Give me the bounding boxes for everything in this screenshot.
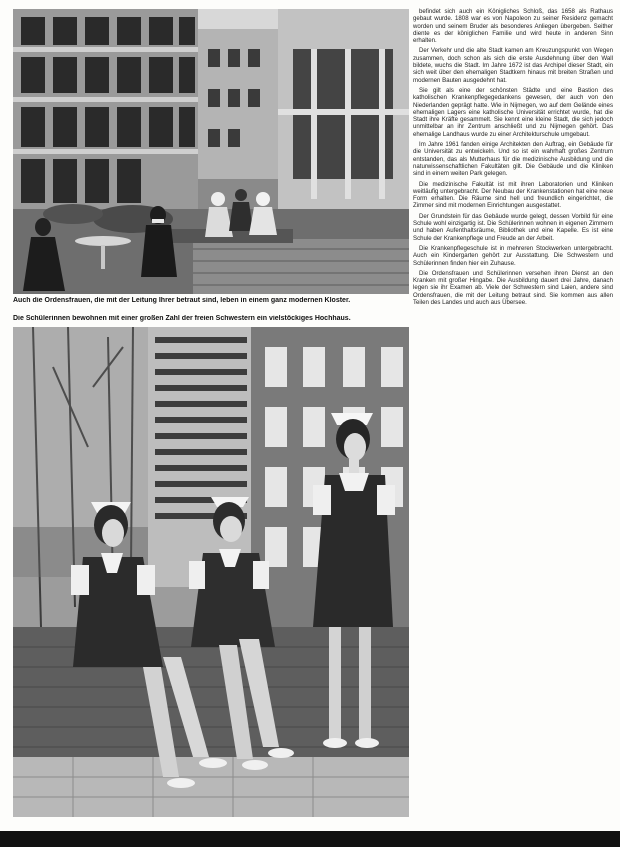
- article-paragraph: Sie gilt als eine der schönsten Städte und eine Bastion des katholischen Krankenpflegegedankens gewesen, der auch von den Niederlanden geprägt hatte. Wie in Nijmegen, wo auf dem Gelände eines ehemaligen Lagers eine katholische Universität errichtet wurde, hat die Stadt ihre Kräfte gesammelt. Sie kennt eine kleine Stadt, die sich jedoch unmittelbar an ihr Zentrum anschließt und zu Nijmegen gehört. Das ehemalige Landhaus wurde zu einer Architekturschule umgebaut.: [413, 86, 613, 138]
- top-photo-caption: Auch die Ordensfrauen, die mit der Leitung Ihrer betraut sind, leben in einem ganz modernen Kloster.: [13, 297, 351, 304]
- article-paragraph: Im Jahre 1961 fanden einige Architekten den Auftrag, ein Gebäude für die Universität zu entwickeln. Und so ist ein wahrhaft großes Zentrum entstanden, das als Mutterhaus für die medizinische Ausbildung und die naturwissenschaftlichen Fakultäten gilt. Die Gebäude und die Kliniken sind in einem weiten Park gelegen.: [413, 141, 613, 178]
- nurses-photo-image: [13, 327, 409, 817]
- page-bottom-bar: [0, 831, 620, 847]
- article-paragraph: Der Verkehr und die alte Stadt kamen am Kreuzungspunkt von Wegen zusammen, doch schon als sich die erste Ausdehnung über den Wall bildete, wuchs die Stadt. Im Jahre 1672 ist das Archipel dieser Stadt, ein sich weit über den ehemaligen Stadtkern hinaus mit breiten Straßen und modernen Bauten ausgedehnt hat.: [413, 47, 613, 84]
- convent-photo-image: [13, 9, 409, 294]
- article-paragraph: befindet sich auch ein Königliches Schloß, das 1658 als Rathaus gebaut wurde. 1808 war es von Napoleon zu seiner Residenz gemacht worden und seinem Bruder als besonderes Anliegen übergeben. Seither diente es der königlichen Familie und wird heute in anderen Sinn erhalten.: [413, 8, 613, 45]
- article-paragraph: Die Ordensfrauen und Schülerinnen versehen ihren Dienst an den Kranken mit großer Hingabe. Die Ausbildung dauert drei Jahre, danach legen sie ihr Examen ab. Viele der Schwestern sind Laien, andere sind Ordensfrauen, die mit der Leitung betraut sind. Sie kommen aus allen Teilen des Landes und auch aus Übersee.: [413, 269, 613, 306]
- article-paragraph: Die medizinische Fakultät ist mit ihren Laboratorien und Kliniken weitläufig untergebracht. Der Neubau der Krankenstationen hat eine neue Form erhalten. Die Räume sind hell und freundlich eingerichtet, die Zimmer sind mit modernen Einrichtungen ausgestattet.: [413, 180, 613, 210]
- article-text-column: [413, 8, 613, 833]
- bottom-photo-caption: Die Schülerinnen bewohnen mit einer großen Zahl der freien Schwestern ein vielstöckiges Hochhaus.: [13, 315, 351, 322]
- nurses-photo: [13, 327, 409, 817]
- article-paragraph: Die Krankenpflegeschule ist in mehreren Stockwerken untergebracht. Auch ein Kindergarten gehört zur Ausstattung. Die Schwestern und Schülerinnen finden hier ein Zuhause.: [413, 244, 613, 267]
- convent-photo: [13, 9, 409, 294]
- article-paragraph: Der Grundstein für das Gebäude wurde gelegt, dessen Vorbild für eine Schule wohl einzigartig ist. Die Schülerinnen wohnen in eigenen Zimmern und haben Aufenthaltsräume, Bibliothek und eine Kapelle. Es ist eine Schule der Krankenpflege und Freude an der Arbeit.: [413, 212, 613, 242]
